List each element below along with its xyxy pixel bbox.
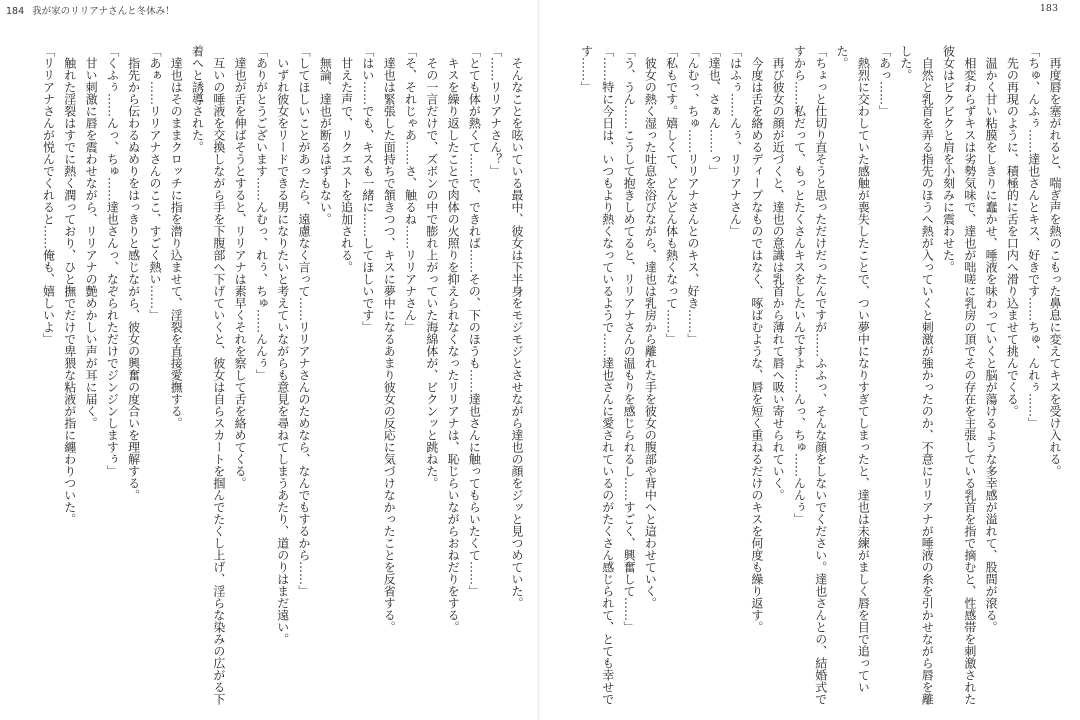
narration-paragraph: 今度は舌を絡めるディープなものではなく、啄ばむような、唇を短く重ねるだけのキスを何度も繰り返す。: [749, 57, 764, 633]
dialogue-paragraph: 「そ、それじゃあ……さ、触るね……リリアナさん」: [403, 45, 418, 333]
narration-paragraph: 熱烈に交わしていた感触が喪失したことで、つい夢中になりすぎてしまったと、達也は未練がましく唇を目で追っていた。: [835, 45, 871, 693]
dialogue-paragraph: 「……特に今日は、いつもより熱くなっているようで……達也さんに愛されているのがたくさん感じられて、とても幸せです……」: [579, 45, 615, 705]
dialogue-paragraph: 「私もです。嬉しくて、どんどん体も熱くなって……」: [664, 45, 679, 345]
book-title: 我が家のリリアナさんと冬休み！: [32, 6, 175, 17]
dialogue-paragraph: 「ちょっと仕切り直そうと思っただけだったんですが……ふふっ、そんな顔をしないでください。達也さんとの、結婚式ですから……私だって、もっとたくさんキスをしたいんですよ……んっ、ちゅ……んんぅ」: [792, 45, 828, 705]
narration-paragraph: 無論、達也が断るはずもない。: [318, 57, 333, 225]
narration-paragraph: 甘い刺激に唇を震わせながら、リリアナの艶めかしい声が耳に届く。: [84, 57, 99, 429]
narration-paragraph: そんなことを呟いている最中、彼女は下半身をモジモジとさせながら達也の顔をジッと見つめていた。: [510, 57, 524, 609]
narration-paragraph: 再び彼女の顔が近づくと、達也の意識は乳首から薄れて唇へ吸い寄せられていく。: [771, 57, 786, 501]
dialogue-paragraph: 「あっ……」: [877, 45, 892, 117]
narration-paragraph: 温かく甘い粘膜をしきりに蠢かせ、唾液を味わっていくと脳が蕩けるような多幸感が溢れて、股間が滾る。: [984, 57, 999, 633]
dialogue-paragraph: 「くふぅ……んっ、ちゅ……達也さんっ、なぞられただけでジンジンしますぅ」: [105, 45, 120, 477]
narration-paragraph: 自然と乳首を弄る指先のほうへ熱が入っていくと刺激が強かったのか、不意にリリアナが唾液の糸を引かせながら唇を離した。: [898, 45, 935, 705]
narration-paragraph: 彼女の熱く湿った吐息を浴びながら、達也は乳房から離れた手を彼女の腹部や背中へと這わせていく。: [643, 57, 658, 609]
dialogue-paragraph: 「……リリアナさん？」: [488, 45, 503, 177]
dialogue-paragraph: 「はふぅ……んぅ、リリアナさん」: [728, 45, 743, 237]
narration-paragraph: 指先から伝わるぬめりをはっきりと感じながら、彼女の興奮の度合いを理解する。: [126, 57, 141, 501]
dialogue-paragraph: 「リリアナさんが悦んでくれると……俺も、嬉しいよ」: [41, 45, 56, 345]
dialogue-paragraph: 「あぁ……リリアナさんのここ、すごく熱い……」: [147, 45, 162, 321]
left-page-number: 184: [6, 6, 25, 17]
left-page-body-text: [35, 45, 527, 707]
narration-paragraph: 再度唇を塞がれると、喘ぎ声を熱のこもった鼻息に変えてキスを受け入れる。: [1048, 57, 1062, 477]
narration-paragraph: キスを繰り返したことで肉体の火照りを抑えられなくなったリリアナは、恥じらいながらおねだりをする。: [446, 57, 461, 633]
dialogue-paragraph: 「ちゅ、んふぅ……達也さんとキス、好きです……ちゅ、んれぅ……」: [1026, 45, 1041, 429]
dialogue-paragraph: 「ありがとうございます……んむっ、れぅ、ちゅ……んんぅ」: [254, 45, 269, 381]
narration-paragraph: いずれ彼女をリードできる男になりたいと考えていながらも意見を尋ねてしまうあたり、道のりはまだ遠い。: [275, 57, 290, 645]
narration-paragraph: 達也が舌を伸ばそうとすると、リリアナは素早くそれを察して舌を絡めてくる。: [233, 57, 248, 489]
narration-paragraph: 達也はそのままクロッチに指を潜り込ませて、淫裂を直接愛撫する。: [169, 57, 184, 429]
narration-paragraph: 先の再現のように、積極的に舌を口内へ滑り込ませて挑んでくる。: [1005, 57, 1020, 417]
dialogue-paragraph: 「う、うん……こうして抱きしめてると、リリアナさんの温もりを感じられるし……すごく、興奮して……」: [622, 45, 637, 633]
dialogue-paragraph: 「んむっ、ちゅ……リリアナさんとのキス、好き……」: [685, 45, 700, 345]
dialogue-paragraph: 「達也、さぁん……っ」: [707, 45, 722, 177]
right-page-number: 183: [1039, 3, 1058, 14]
right-page-body-text: [573, 45, 1065, 707]
narration-paragraph: 甘えた声で、リクエストを追加される。: [339, 57, 354, 273]
dialogue-paragraph: 「してほしいことがあったら、遠慮なく言って……リリアナさんのためなら、なんでもするから……」: [297, 45, 312, 597]
narration-paragraph: 触れた淫裂はすでに熱く潤っており、ひと撫でだけで卑猥な粘液が指に纏わりついた。: [62, 57, 77, 525]
narration-paragraph: その一言だけで、ズボンの中で膨れ上がっていた海綿体が、ビクンッと跳ねた。: [424, 57, 439, 489]
narration-paragraph: 達也は緊張した面持ちで頷きつつ、キスに夢中になるあまり彼女の反応に気づけなかったことを反省する。: [382, 57, 397, 633]
dialogue-paragraph: 「はい……でも、キスも一緒に……してほしいです」: [360, 45, 375, 333]
narration-paragraph: 相変わらずキスは劣勢気味で、達也が咄嗟に乳房の頂でその存在を主張している乳首を指で摘むと、性感帯を刺激された彼女はビクビクと肩を小刻みに震わせた。: [941, 45, 977, 705]
dialogue-paragraph: 「とても体が熱くて……で、できれば……その、下のほうも……達也さんに触ってもらいたくて……」: [467, 45, 482, 597]
narration-paragraph: 互いの唾液を交換しながら手を下腹部へ下げていくと、彼女は自らスカートを掴んでたくし上げ、淫らな染みの広がる下着へと誘導された。: [190, 45, 226, 705]
left-running-head: [6, 3, 175, 17]
